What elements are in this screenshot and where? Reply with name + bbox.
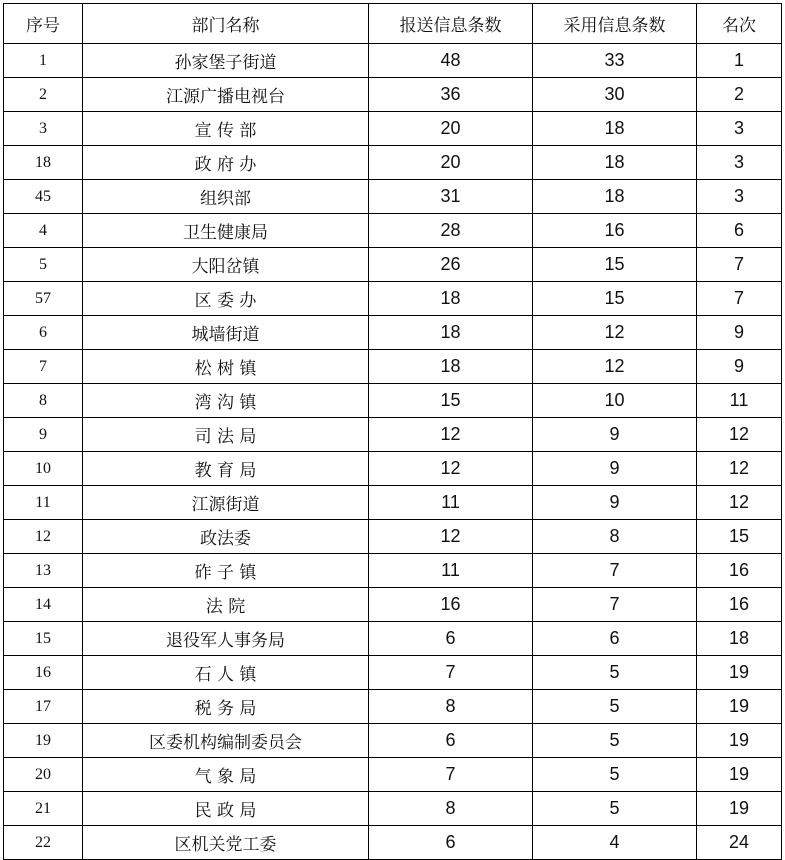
cell-adopted: 6: [533, 622, 697, 656]
cell-rank: 1: [697, 44, 782, 78]
header-row: [4, 4, 782, 44]
cell-dept: 城墙街道: [83, 316, 369, 350]
table-row: [4, 384, 782, 418]
header-adopted: 采用信息条数: [533, 4, 697, 44]
table-row: [4, 486, 782, 520]
cell-adopted: 9: [533, 452, 697, 486]
cell-rank: 3: [697, 180, 782, 214]
table-row: [4, 44, 782, 78]
cell-adopted: 10: [533, 384, 697, 418]
cell-adopted: 5: [533, 724, 697, 758]
cell-adopted: 5: [533, 690, 697, 724]
cell-dept: 法 院: [83, 588, 369, 622]
cell-seq: 1: [4, 44, 83, 78]
header-seq: 序号: [4, 4, 83, 44]
cell-adopted: 15: [533, 282, 697, 316]
table-body: [4, 44, 782, 860]
cell-rank: 16: [697, 588, 782, 622]
cell-rank: 6: [697, 214, 782, 248]
cell-seq: 6: [4, 316, 83, 350]
cell-seq: 10: [4, 452, 83, 486]
cell-adopted: 12: [533, 350, 697, 384]
cell-dept: 宣 传 部: [83, 112, 369, 146]
cell-dept: 税 务 局: [83, 690, 369, 724]
cell-rank: 2: [697, 78, 782, 112]
cell-seq: 19: [4, 724, 83, 758]
cell-submitted: 6: [369, 826, 533, 860]
cell-submitted: 11: [369, 486, 533, 520]
cell-dept: 孙家堡子街道: [83, 44, 369, 78]
cell-adopted: 5: [533, 792, 697, 826]
cell-rank: 24: [697, 826, 782, 860]
cell-submitted: 28: [369, 214, 533, 248]
cell-adopted: 18: [533, 112, 697, 146]
cell-seq: 9: [4, 418, 83, 452]
cell-dept: 退役军人事务局: [83, 622, 369, 656]
cell-adopted: 4: [533, 826, 697, 860]
cell-seq: 12: [4, 520, 83, 554]
table-row: [4, 282, 782, 316]
table-row: [4, 78, 782, 112]
cell-submitted: 6: [369, 724, 533, 758]
cell-seq: 22: [4, 826, 83, 860]
cell-adopted: 9: [533, 418, 697, 452]
table-row: [4, 520, 782, 554]
cell-rank: 9: [697, 350, 782, 384]
header-dept: 部门名称: [83, 4, 369, 44]
cell-seq: 20: [4, 758, 83, 792]
cell-rank: 3: [697, 146, 782, 180]
cell-seq: 7: [4, 350, 83, 384]
cell-dept: 大阳岔镇: [83, 248, 369, 282]
cell-submitted: 31: [369, 180, 533, 214]
table-row: [4, 758, 782, 792]
cell-dept: 江源街道: [83, 486, 369, 520]
cell-rank: 12: [697, 452, 782, 486]
table-row: [4, 452, 782, 486]
cell-dept: 政 府 办: [83, 146, 369, 180]
cell-seq: 21: [4, 792, 83, 826]
table-row: [4, 180, 782, 214]
cell-adopted: 5: [533, 758, 697, 792]
cell-adopted: 7: [533, 554, 697, 588]
table-row: [4, 248, 782, 282]
cell-submitted: 6: [369, 622, 533, 656]
cell-rank: 19: [697, 792, 782, 826]
cell-submitted: 26: [369, 248, 533, 282]
cell-submitted: 7: [369, 656, 533, 690]
cell-dept: 民 政 局: [83, 792, 369, 826]
cell-dept: 教 育 局: [83, 452, 369, 486]
cell-rank: 7: [697, 248, 782, 282]
cell-seq: 14: [4, 588, 83, 622]
cell-submitted: 11: [369, 554, 533, 588]
cell-adopted: 12: [533, 316, 697, 350]
table-row: [4, 588, 782, 622]
cell-rank: 19: [697, 656, 782, 690]
table-row: [4, 622, 782, 656]
table-row: [4, 418, 782, 452]
cell-adopted: 7: [533, 588, 697, 622]
cell-rank: 19: [697, 690, 782, 724]
cell-rank: 16: [697, 554, 782, 588]
table-row: [4, 350, 782, 384]
cell-submitted: 12: [369, 520, 533, 554]
cell-adopted: 18: [533, 146, 697, 180]
cell-dept: 区机关党工委: [83, 826, 369, 860]
cell-submitted: 20: [369, 146, 533, 180]
cell-submitted: 20: [369, 112, 533, 146]
cell-submitted: 36: [369, 78, 533, 112]
table-row: [4, 724, 782, 758]
cell-submitted: 8: [369, 792, 533, 826]
cell-rank: 19: [697, 724, 782, 758]
cell-adopted: 16: [533, 214, 697, 248]
cell-seq: 11: [4, 486, 83, 520]
cell-rank: 15: [697, 520, 782, 554]
cell-rank: 7: [697, 282, 782, 316]
cell-rank: 18: [697, 622, 782, 656]
table-row: [4, 656, 782, 690]
table-header: [4, 4, 782, 44]
cell-dept: 区 委 办: [83, 282, 369, 316]
cell-seq: 16: [4, 656, 83, 690]
cell-dept: 湾 沟 镇: [83, 384, 369, 418]
table-row: [4, 554, 782, 588]
cell-dept: 松 树 镇: [83, 350, 369, 384]
cell-seq: 15: [4, 622, 83, 656]
table-row: [4, 112, 782, 146]
cell-submitted: 18: [369, 282, 533, 316]
header-submitted: 报送信息条数: [369, 4, 533, 44]
cell-submitted: 12: [369, 452, 533, 486]
cell-dept: 政法委: [83, 520, 369, 554]
table-row: [4, 316, 782, 350]
table-row: [4, 792, 782, 826]
cell-submitted: 12: [369, 418, 533, 452]
cell-dept: 区委机构编制委员会: [83, 724, 369, 758]
cell-dept: 江源广播电视台: [83, 78, 369, 112]
ranking-table: [3, 3, 782, 860]
cell-adopted: 15: [533, 248, 697, 282]
cell-dept: 司 法 局: [83, 418, 369, 452]
cell-rank: 12: [697, 418, 782, 452]
cell-seq: 45: [4, 180, 83, 214]
cell-dept: 石 人 镇: [83, 656, 369, 690]
cell-seq: 57: [4, 282, 83, 316]
table-row: [4, 146, 782, 180]
cell-rank: 19: [697, 758, 782, 792]
cell-adopted: 18: [533, 180, 697, 214]
cell-seq: 17: [4, 690, 83, 724]
cell-dept: 气 象 局: [83, 758, 369, 792]
cell-submitted: 7: [369, 758, 533, 792]
cell-seq: 8: [4, 384, 83, 418]
table-row: [4, 690, 782, 724]
table-row: [4, 826, 782, 860]
cell-seq: 3: [4, 112, 83, 146]
cell-dept: 砟 子 镇: [83, 554, 369, 588]
cell-rank: 11: [697, 384, 782, 418]
cell-submitted: 8: [369, 690, 533, 724]
cell-rank: 12: [697, 486, 782, 520]
cell-seq: 2: [4, 78, 83, 112]
cell-seq: 18: [4, 146, 83, 180]
table-row: [4, 214, 782, 248]
cell-seq: 5: [4, 248, 83, 282]
cell-dept: 卫生健康局: [83, 214, 369, 248]
cell-adopted: 5: [533, 656, 697, 690]
cell-submitted: 18: [369, 316, 533, 350]
cell-submitted: 48: [369, 44, 533, 78]
cell-seq: 4: [4, 214, 83, 248]
cell-adopted: 33: [533, 44, 697, 78]
cell-adopted: 9: [533, 486, 697, 520]
cell-rank: 3: [697, 112, 782, 146]
cell-adopted: 8: [533, 520, 697, 554]
header-rank: 名次: [697, 4, 782, 44]
cell-dept: 组织部: [83, 180, 369, 214]
cell-rank: 9: [697, 316, 782, 350]
cell-seq: 13: [4, 554, 83, 588]
cell-submitted: 15: [369, 384, 533, 418]
cell-adopted: 30: [533, 78, 697, 112]
cell-submitted: 16: [369, 588, 533, 622]
cell-submitted: 18: [369, 350, 533, 384]
